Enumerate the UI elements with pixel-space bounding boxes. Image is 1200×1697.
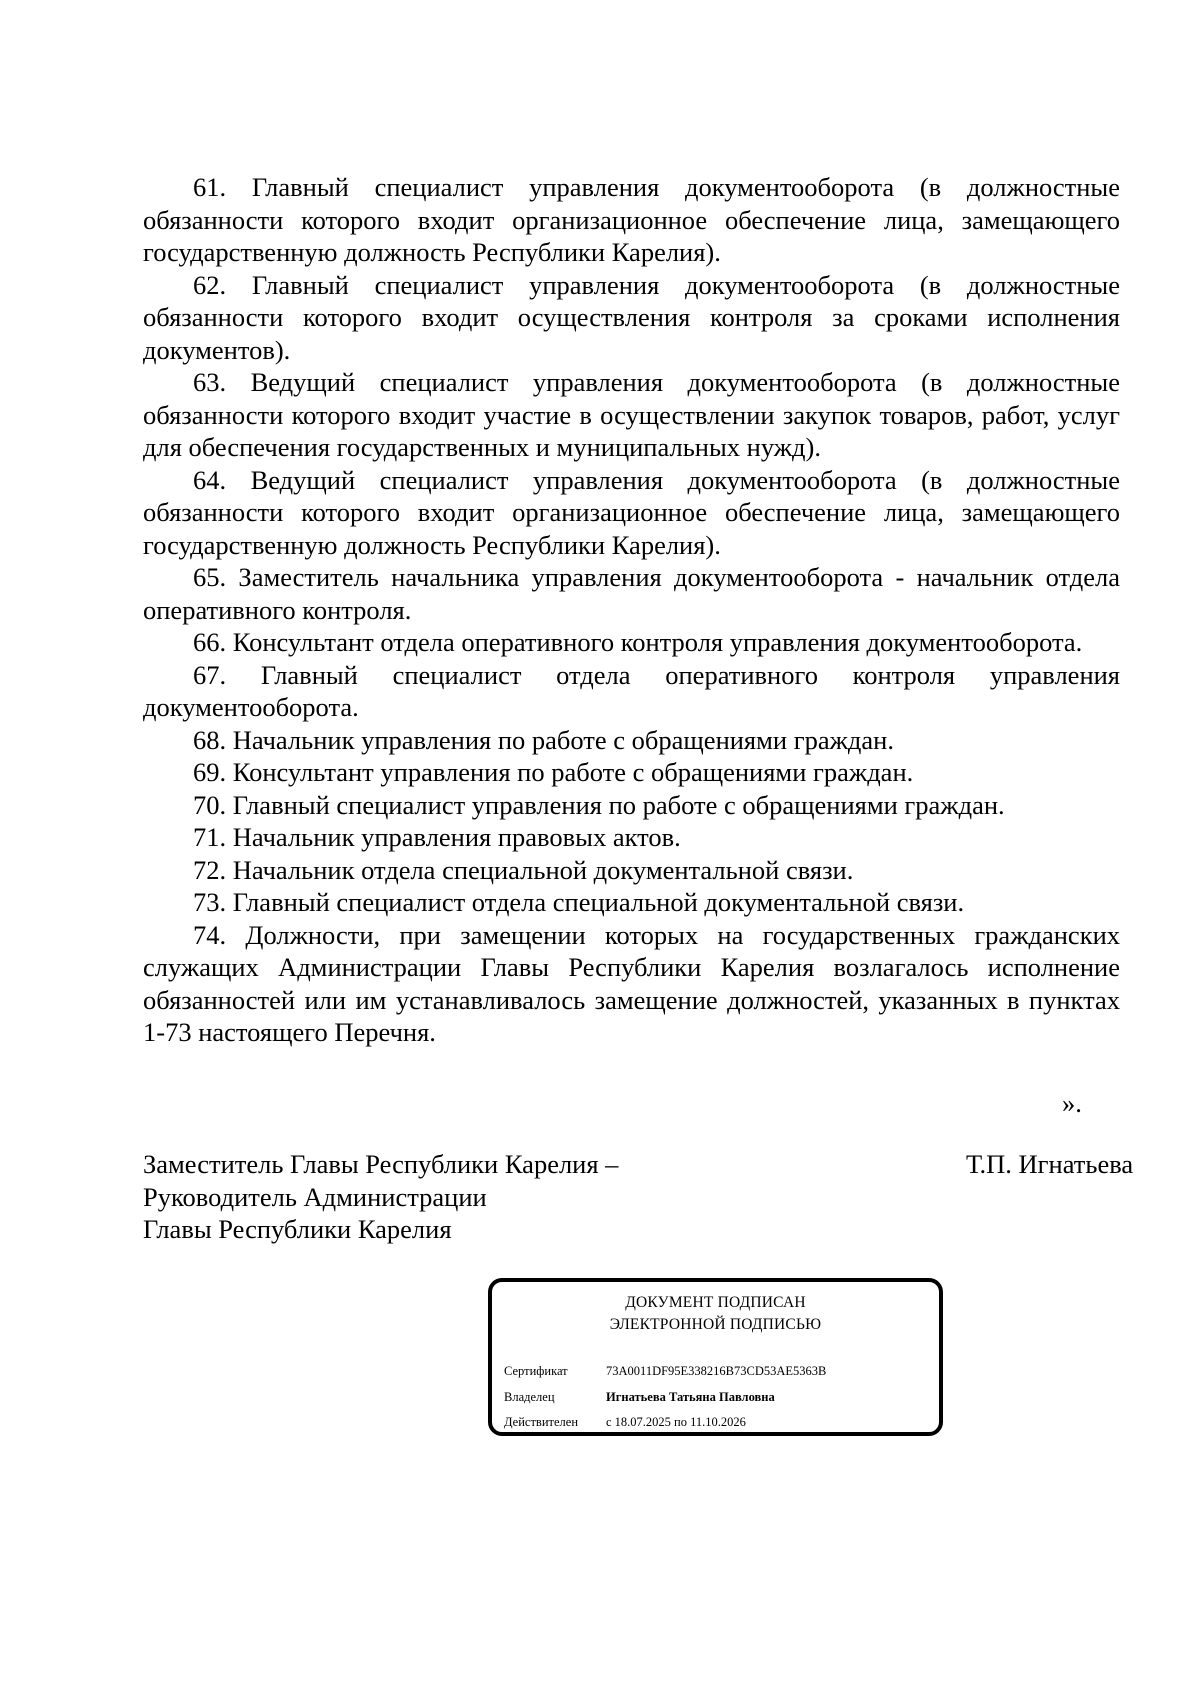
esign-owner-label: Владелец [504, 1390, 555, 1404]
esign-certificate-value: 73A0011DF95E338216B73CD53AE5363B [606, 1364, 827, 1378]
list-item-73: 73. Главный специалист отдела специальной документальной связи. [193, 887, 965, 917]
list-item-63: 63. Ведущий специалист управления документооборота (в должностные обязанности которого входит участие в осуществлении закупок товаров, работ, услуг для обеспечения государственных и муниципальных нужд). [143, 367, 1120, 462]
list-item-70: 70. Главный специалист управления по работе с обращениями граждан. [193, 789, 1005, 820]
list-item-61: 61. Главный специалист управления документооборота (в должностные обязанности которого входит организационное обеспечение лица, замещающего государственную должность Республики Карелия). [143, 172, 1120, 267]
esign-owner-value: Игнатьева Татьяна Павловна [606, 1390, 775, 1404]
list-item-69: 69. Консультант управления по работе с обращениями граждан. [193, 757, 914, 787]
esign-title [492, 1292, 939, 1336]
signatory-title [143, 1148, 618, 1246]
esign-certificate-row [504, 1364, 826, 1379]
list-item-71: 71. Начальник управления правовых актов. [193, 822, 681, 852]
list-item-72: 72. Начальник отдела специальной документальной связи. [193, 854, 854, 885]
signatory-title-line-2: Руководитель Администрации [143, 1181, 487, 1212]
document-body [143, 171, 1120, 1049]
list-item-64: 64. Ведущий специалист управления документооборота (в должностные обязанности которого входит организационное обеспечение лица, замещающего государственную должность Республики Карелия). [143, 464, 1120, 560]
signatory-title-line-1: Заместитель Главы Республики Карелия – [143, 1149, 619, 1179]
list-item-68: 68. Начальник управления по работе с обращениями граждан. [193, 724, 894, 755]
esign-valid-row [504, 1415, 746, 1430]
closing-quote: ». [1062, 1088, 1082, 1118]
list-item-74: 74. Должности, при замещении которых на государственных гражданских служащих Администрации Главы Республики Карелия возлагалось исполнение обязанностей или им устанавливалось замещение должностей, указанных в пунктах 1-73 настоящего Перечня. [143, 919, 1120, 1047]
esign-title-line-1: ДОКУМЕНТ ПОДПИСАН [625, 1294, 806, 1311]
signatory-name: Т.П. Игнатьева [966, 1149, 1134, 1179]
list-item-62: 62. Главный специалист управления документооборота (в должностные обязанности которого входит осуществления контроля за сроками исполнения документов). [143, 269, 1120, 365]
esign-title-line-2: ЭЛЕКТРОННОЙ ПОДПИСЬЮ [609, 1316, 822, 1333]
esign-owner-row [504, 1390, 775, 1405]
signatory-title-line-3: Главы Республики Карелия [143, 1214, 452, 1244]
esign-valid-label: Действителен [504, 1415, 579, 1429]
esign-valid-value: с 18.07.2025 по 11.10.2026 [606, 1415, 746, 1429]
esign-certificate-label: Сертификат [504, 1364, 568, 1378]
list-item-66: 66. Консультант отдела оперативного контроля управления документооборота. [193, 627, 1083, 657]
list-item-67: 67. Главный специалист отдела оперативного контроля управления документооборота. [143, 659, 1120, 722]
electronic-signature-stamp [488, 1278, 943, 1436]
list-item-65: 65. Заместитель начальника управления документооборота - начальник отдела оперативного контроля. [143, 562, 1120, 625]
